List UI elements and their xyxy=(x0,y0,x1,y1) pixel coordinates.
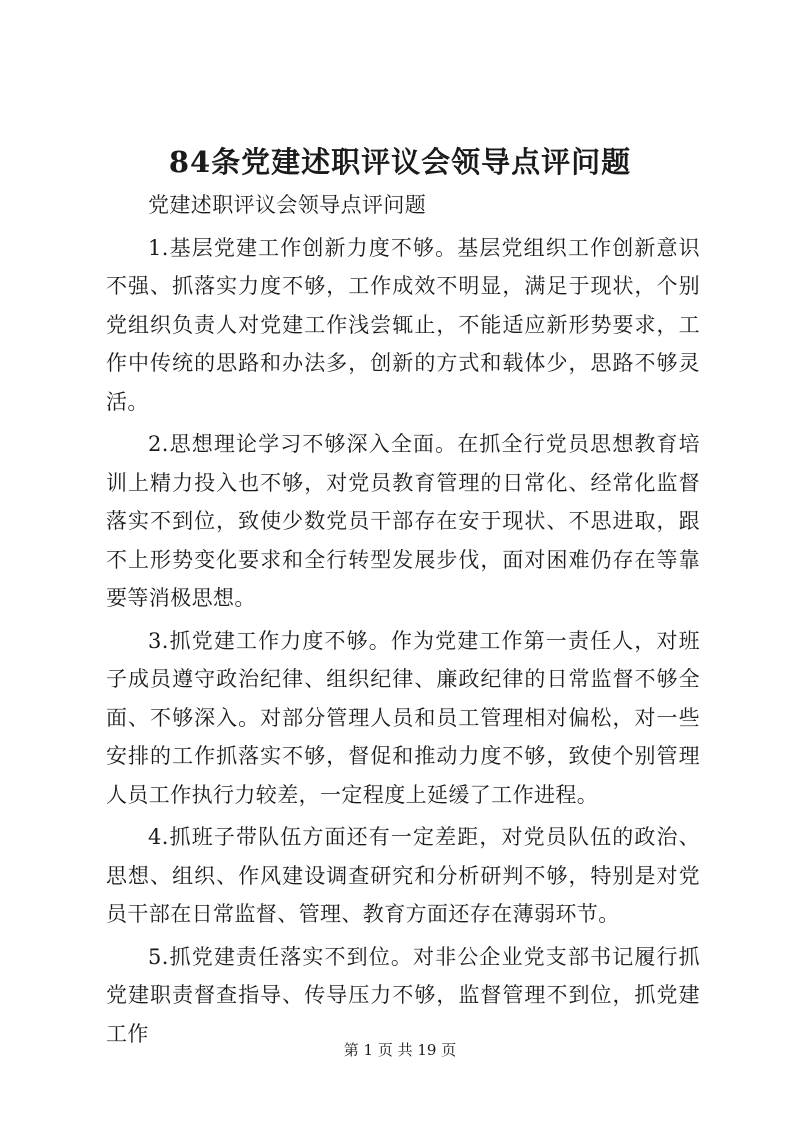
page-footer: 第 1 页 共 19 页 xyxy=(343,1041,457,1059)
paragraph-1: 1.基层党建工作创新力度不够。基层党组织工作创新意识不强、抓落实力度不够，工作成效不明显，满足于现状，个别党组织负责人对党建工作浅尝辄止，不能适应新形势要求，工作中传统的思路和办法多，创新的方式和载体少，思路不够灵活。 xyxy=(106,235,700,414)
paragraph-5: 5.抓党建责任落实不到位。对非公企业党支部书记履行抓党建职责督查指导、传导压力不够，监督管理不到位，抓党建工作 xyxy=(106,944,700,1046)
document-title: 84条党建述职评议会领导点评问题 xyxy=(168,145,632,179)
document-subtitle: 党建述职评议会领导点评问题 xyxy=(148,193,427,217)
paragraph-2: 2.思想理论学习不够深入全面。在抓全行党员思想教育培训上精力投入也不够，对党员教育管理的日常化、经常化监督落实不到位，致使少数党员干部存在安于现状、不思进取，跟不上形势变化要求和全行转型发展步伐，面对困难仍存在等靠要等消极思想。 xyxy=(106,432,700,610)
document-body xyxy=(106,186,700,1057)
paragraph-3: 3.抓党建工作力度不够。作为党建工作第一责任人，对班子成员遵守政治纪律、组织纪律、廉政纪律的日常监督不够全面、不够深入。对部分管理人员和员工管理相对偏松，对一些安排的工作抓落实不够，督促和推动力度不够，致使个别管理人员工作执行力较差，一定程度上延缓了工作进程。 xyxy=(106,628,700,807)
paragraph-4: 4.抓班子带队伍方面还有一定差距，对党员队伍的政治、思想、组织、作风建设调查研究和分析研判不够，特别是对党员干部在日常监督、管理、教育方面还存在薄弱环节。 xyxy=(106,825,700,926)
